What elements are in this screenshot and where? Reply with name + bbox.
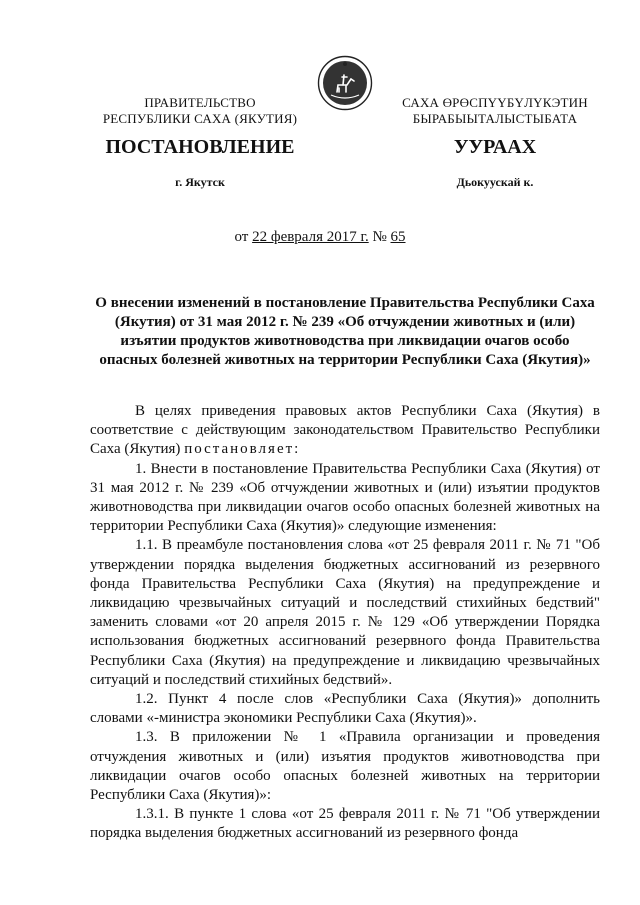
document-subject: О внесении изменений в постановление Правительства Республики Саха (Якутия) от 31 мая 2012 г. № 239 «Об отчуждении животных и (или) изъятии продуктов животноводства при ликвидации очагов особо опасных болезней животных на территории Республики Саха (Якутия)» bbox=[95, 295, 595, 368]
city-sakha: Дьокуускай к. bbox=[456, 175, 534, 189]
org-line-1: САХА ӨРӨСПҮҮБҮЛҮКЭТИН bbox=[402, 95, 588, 110]
document-date: 22 февраля 2017 г. bbox=[252, 229, 369, 245]
org-line-2: РЕСПУБЛИКИ САХА (ЯКУТИЯ) bbox=[102, 111, 298, 126]
document-date-number bbox=[0, 229, 640, 246]
document-body bbox=[90, 402, 600, 844]
republic-emblem-icon bbox=[317, 55, 373, 111]
org-line-2: БЫРАБЫЫТАЛЫСТЫБАТА bbox=[412, 111, 578, 126]
city-ru: г. Якутск bbox=[175, 175, 225, 189]
paragraph-1-3: 1.3. В приложении № 1 «Правила организации и проведения отчуждения животных и (или) изъятия продуктов животноводства при ликвидации очагов особо опасных болезней животных на территории Республики Саха (Якутия)»: bbox=[90, 729, 600, 804]
number-prefix: № bbox=[368, 229, 391, 245]
paragraph-1: 1. Внести в постановление Правительства Республики Саха (Якутия) от 31 мая 2012 г. № 239 «Об отчуждении животных и (или) изъятии продуктов животноводства при ликвидации очагов особо опасных болезней животных на территории Республики Саха (Якутия)» следующие изменения: bbox=[90, 460, 600, 535]
paragraph-preamble bbox=[90, 402, 600, 460]
paragraph-1-1: 1.1. В преамбуле постановления слова «от 25 февраля 2011 г. № 71 "Об утверждении порядка выделения бюджетных ассигнований из резервного фонда Правительства Республики Саха (Якутия) на предупреждение и ликвидацию чрезвычайных ситуаций и последствий стихийных бедствий" заменить словами «от 20 апреля 2015 г. № 129 «Об утверждении Порядка использования бюджетных ассигнований резервного фонда Правительства Республики Саха (Якутия) на предупреждение и ликвидацию чрезвычайных ситуаций и последствий стихийных бедствий». bbox=[90, 537, 600, 688]
date-prefix: от bbox=[234, 229, 253, 245]
paragraph-1-3-1: 1.3.1. В пункте 1 слова «от 25 февраля 2011 г. № 71 "Об утверждении порядка выделения бюджетных ассигнований из резервного фонда bbox=[90, 806, 600, 842]
government-name-sakha bbox=[380, 95, 610, 127]
preamble-text: В целях приведения правовых актов Республики Саха (Якутия) в соответствие с действующим законодательством Правительство Республики Саха (Якутия) bbox=[90, 403, 600, 458]
doc-type-sakha: УУРААХ bbox=[453, 136, 537, 158]
doc-type-ru: ПОСТАНОВЛЕНИЕ bbox=[105, 136, 295, 158]
document-number: 65 bbox=[390, 229, 406, 245]
government-name-ru bbox=[85, 95, 315, 127]
org-line-1: ПРАВИТЕЛЬСТВО bbox=[144, 95, 256, 110]
paragraph-1-2: 1.2. Пункт 4 после слов «Республики Саха (Якутия)» дополнить словами «-министра экономики Республики Саха (Якутия)». bbox=[90, 691, 600, 727]
resolves-keyword: постановляет: bbox=[184, 441, 301, 458]
